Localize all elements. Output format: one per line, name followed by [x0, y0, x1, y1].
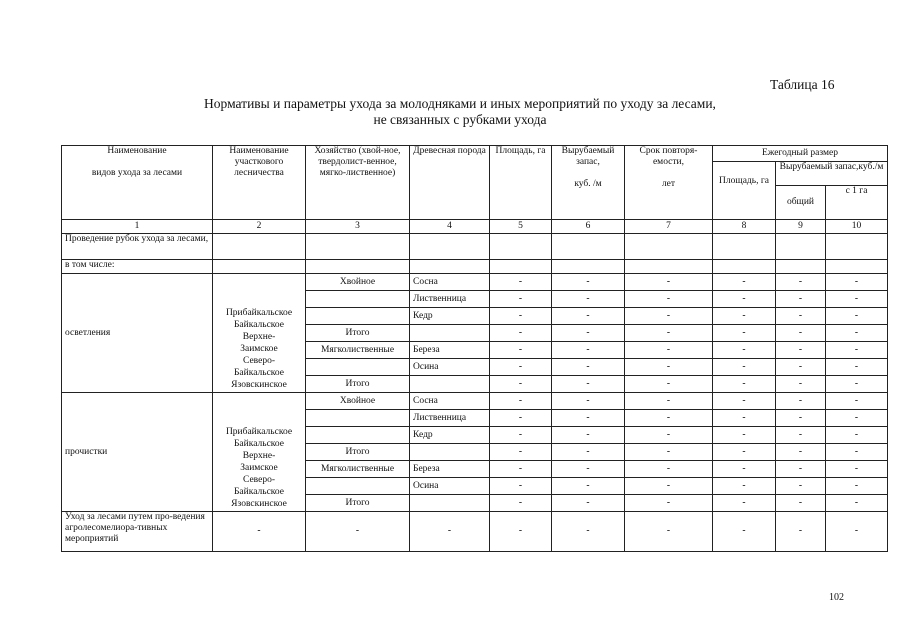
header-annual-stock: Вырубаемый запас,куб./м: [776, 162, 888, 186]
header-forestry: Наименование участкового лесничества: [213, 146, 306, 220]
table-row: Лиственница - - - - - -: [62, 291, 888, 308]
table-row: Кедр - - - - - -: [62, 308, 888, 325]
table-number: Таблица 16: [770, 77, 835, 92]
table-row: осветления Прибайкальское Байкальское Верхне- Заимское Северо- Байкальское Язовскинское Хвойное Сосна - - - - - -: [62, 274, 888, 291]
header-farm: Хозяйство (хвой-ное, твердолист-венное, мягко-лиственное): [306, 146, 410, 220]
table-row: в том числе:: [62, 260, 888, 274]
table-row: Мягколиственные Береза - - - - - -: [62, 461, 888, 478]
header-per-ha: с 1 га: [826, 186, 888, 220]
care-type-prochistki: прочистки: [62, 393, 213, 512]
header-name-of-care: Наименование видов ухода за лесами: [62, 146, 213, 220]
table-row: Осина - - - - - -: [62, 478, 888, 495]
table-row: прочистки Прибайкальское Байкальское Верхне- Заимское Северо- Байкальское Язовскинское Хвойное Сосна - - - - - -: [62, 393, 888, 410]
table-row: Уход за лесами путем про-ведения агролесомелиора-тивных мероприятий - - - - - - - - -: [62, 512, 888, 552]
table-title-line-1: Нормативы и параметры ухода за молодняками и иных мероприятий по уходу за лесами,: [204, 96, 716, 111]
table-row: Лиственница - - - - - -: [62, 410, 888, 427]
table-row: Итого - - - - - -: [62, 444, 888, 461]
forestry-list: Прибайкальское Байкальское Верхне- Заимское Северо- Байкальское Язовскинское: [213, 274, 306, 393]
table-row: Итого - - - - - -: [62, 376, 888, 393]
table-row: Кедр - - - - - -: [62, 427, 888, 444]
header-annual-area: Площадь, га: [713, 162, 776, 220]
header-repeat-period: Срок повторя-емости, лет: [625, 146, 713, 220]
header-total: общий: [776, 186, 826, 220]
header-area: Площадь, га: [490, 146, 552, 220]
header-annual-size: Ежегодный размер: [713, 146, 888, 162]
header-species: Древесная порода: [410, 146, 490, 220]
table-row: Проведение рубок ухода за лесами,: [62, 234, 888, 260]
header-stock: Вырубаемый запас, куб. /м: [552, 146, 625, 220]
table-row: Осина - - - - - -: [62, 359, 888, 376]
column-numbers-row: 1 2 3 4 5 6 7 8 9 10: [62, 220, 888, 234]
table-row: Итого - - - - - -: [62, 325, 888, 342]
table-title-line-2: не связанных с рубками ухода: [373, 112, 547, 127]
table-row: Итого - - - - - -: [62, 495, 888, 512]
page-number: 102: [829, 592, 844, 603]
norms-table: [61, 145, 888, 552]
table-row: Мягколиственные Береза - - - - - -: [62, 342, 888, 359]
care-type-osvetleniya: осветления: [62, 274, 213, 393]
forestry-list: Прибайкальское Байкальское Верхне- Заимское Северо- Байкальское Язовскинское: [213, 393, 306, 512]
